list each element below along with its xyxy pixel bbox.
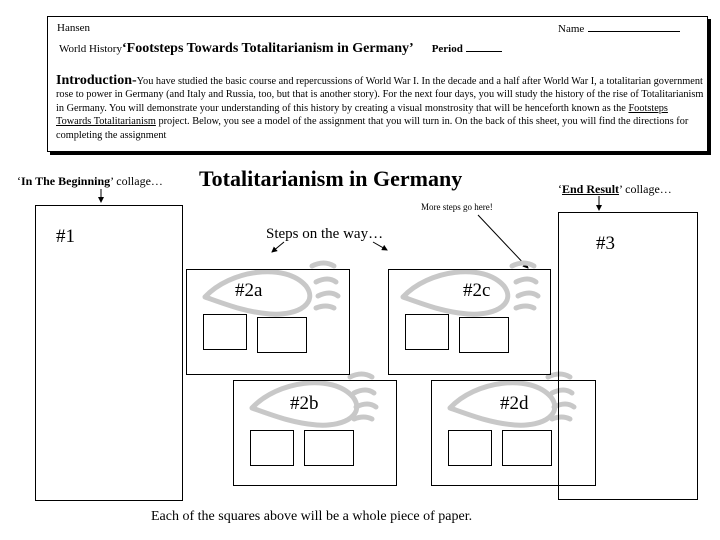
begin-label-bold: In The Beginning [21,174,111,188]
begin-label-rest: ’ collage… [110,174,163,188]
more-steps-note: More steps go here! [421,202,493,212]
assignment-title: ‘Footsteps Towards Totalitarianism in Germany’ [121,41,414,56]
panel-2d-label: #2d [500,393,529,414]
introduction-label: Introduction- [56,73,137,88]
course-name: World History [59,43,122,55]
diagram-title: Totalitarianism in Germany [199,166,463,191]
more-steps-arrow [478,215,528,268]
steps-arrow-right [373,242,387,250]
panel-2b-label: #2b [290,393,319,414]
panel-2c [388,269,551,375]
panel-2b-slot-2 [304,430,354,466]
panel-2b-slot-1 [250,430,294,466]
intro-text-part3: Below, you see a model of the assignment that you will turn in. On the back of this sheet, you will find the directions for completing the assignment [56,116,689,141]
end-quote: ‘ [558,182,562,196]
intro-text-part1: You have studied the basic course and repercussions of World War I. In the decade and a half after World War I, a totalitarian government rose to power in Germany (and Italy and Russia, too, but that is another story). For the next four days, you will study the history of the rise of Totalitarianism in Germany. You will demonstrate your understanding of this history by creating a visual monstrosity that will be henceforth known as the [56,76,704,114]
panel-1-label: #1 [56,226,75,247]
name-label: Name [558,23,585,35]
panel-2a-label: #2a [235,280,263,301]
panel-2a-slot-2 [257,317,307,353]
steps-arrow-left [272,242,284,252]
panel-2d-slot-2 [502,430,552,466]
panel-2b [233,380,397,486]
steps-label: Steps on the way… [266,226,384,242]
intro-text-part2: project. [158,116,190,128]
panel-3-label: #3 [596,233,615,254]
begin-quote: ‘ [17,174,21,188]
footer-note: Each of the squares above will be a whole piece of paper. [151,509,473,524]
teacher-name: Hansen [57,22,90,34]
panel-2d [431,380,596,486]
panel-2c-slot-2 [459,317,509,353]
project-name: Footsteps Towards Totalitarianism [56,102,668,128]
panel-2c-slot-1 [405,314,449,350]
panel-1 [35,205,183,501]
period-label: Period [431,43,463,55]
end-label-rest: ’ collage… [619,182,672,196]
panel-2a-slot-1 [203,314,247,350]
panel-2a [186,269,350,375]
panel-2d-slot-1 [448,430,492,466]
end-label-bold: End Result [562,182,620,196]
panel-2c-label: #2c [463,280,491,301]
